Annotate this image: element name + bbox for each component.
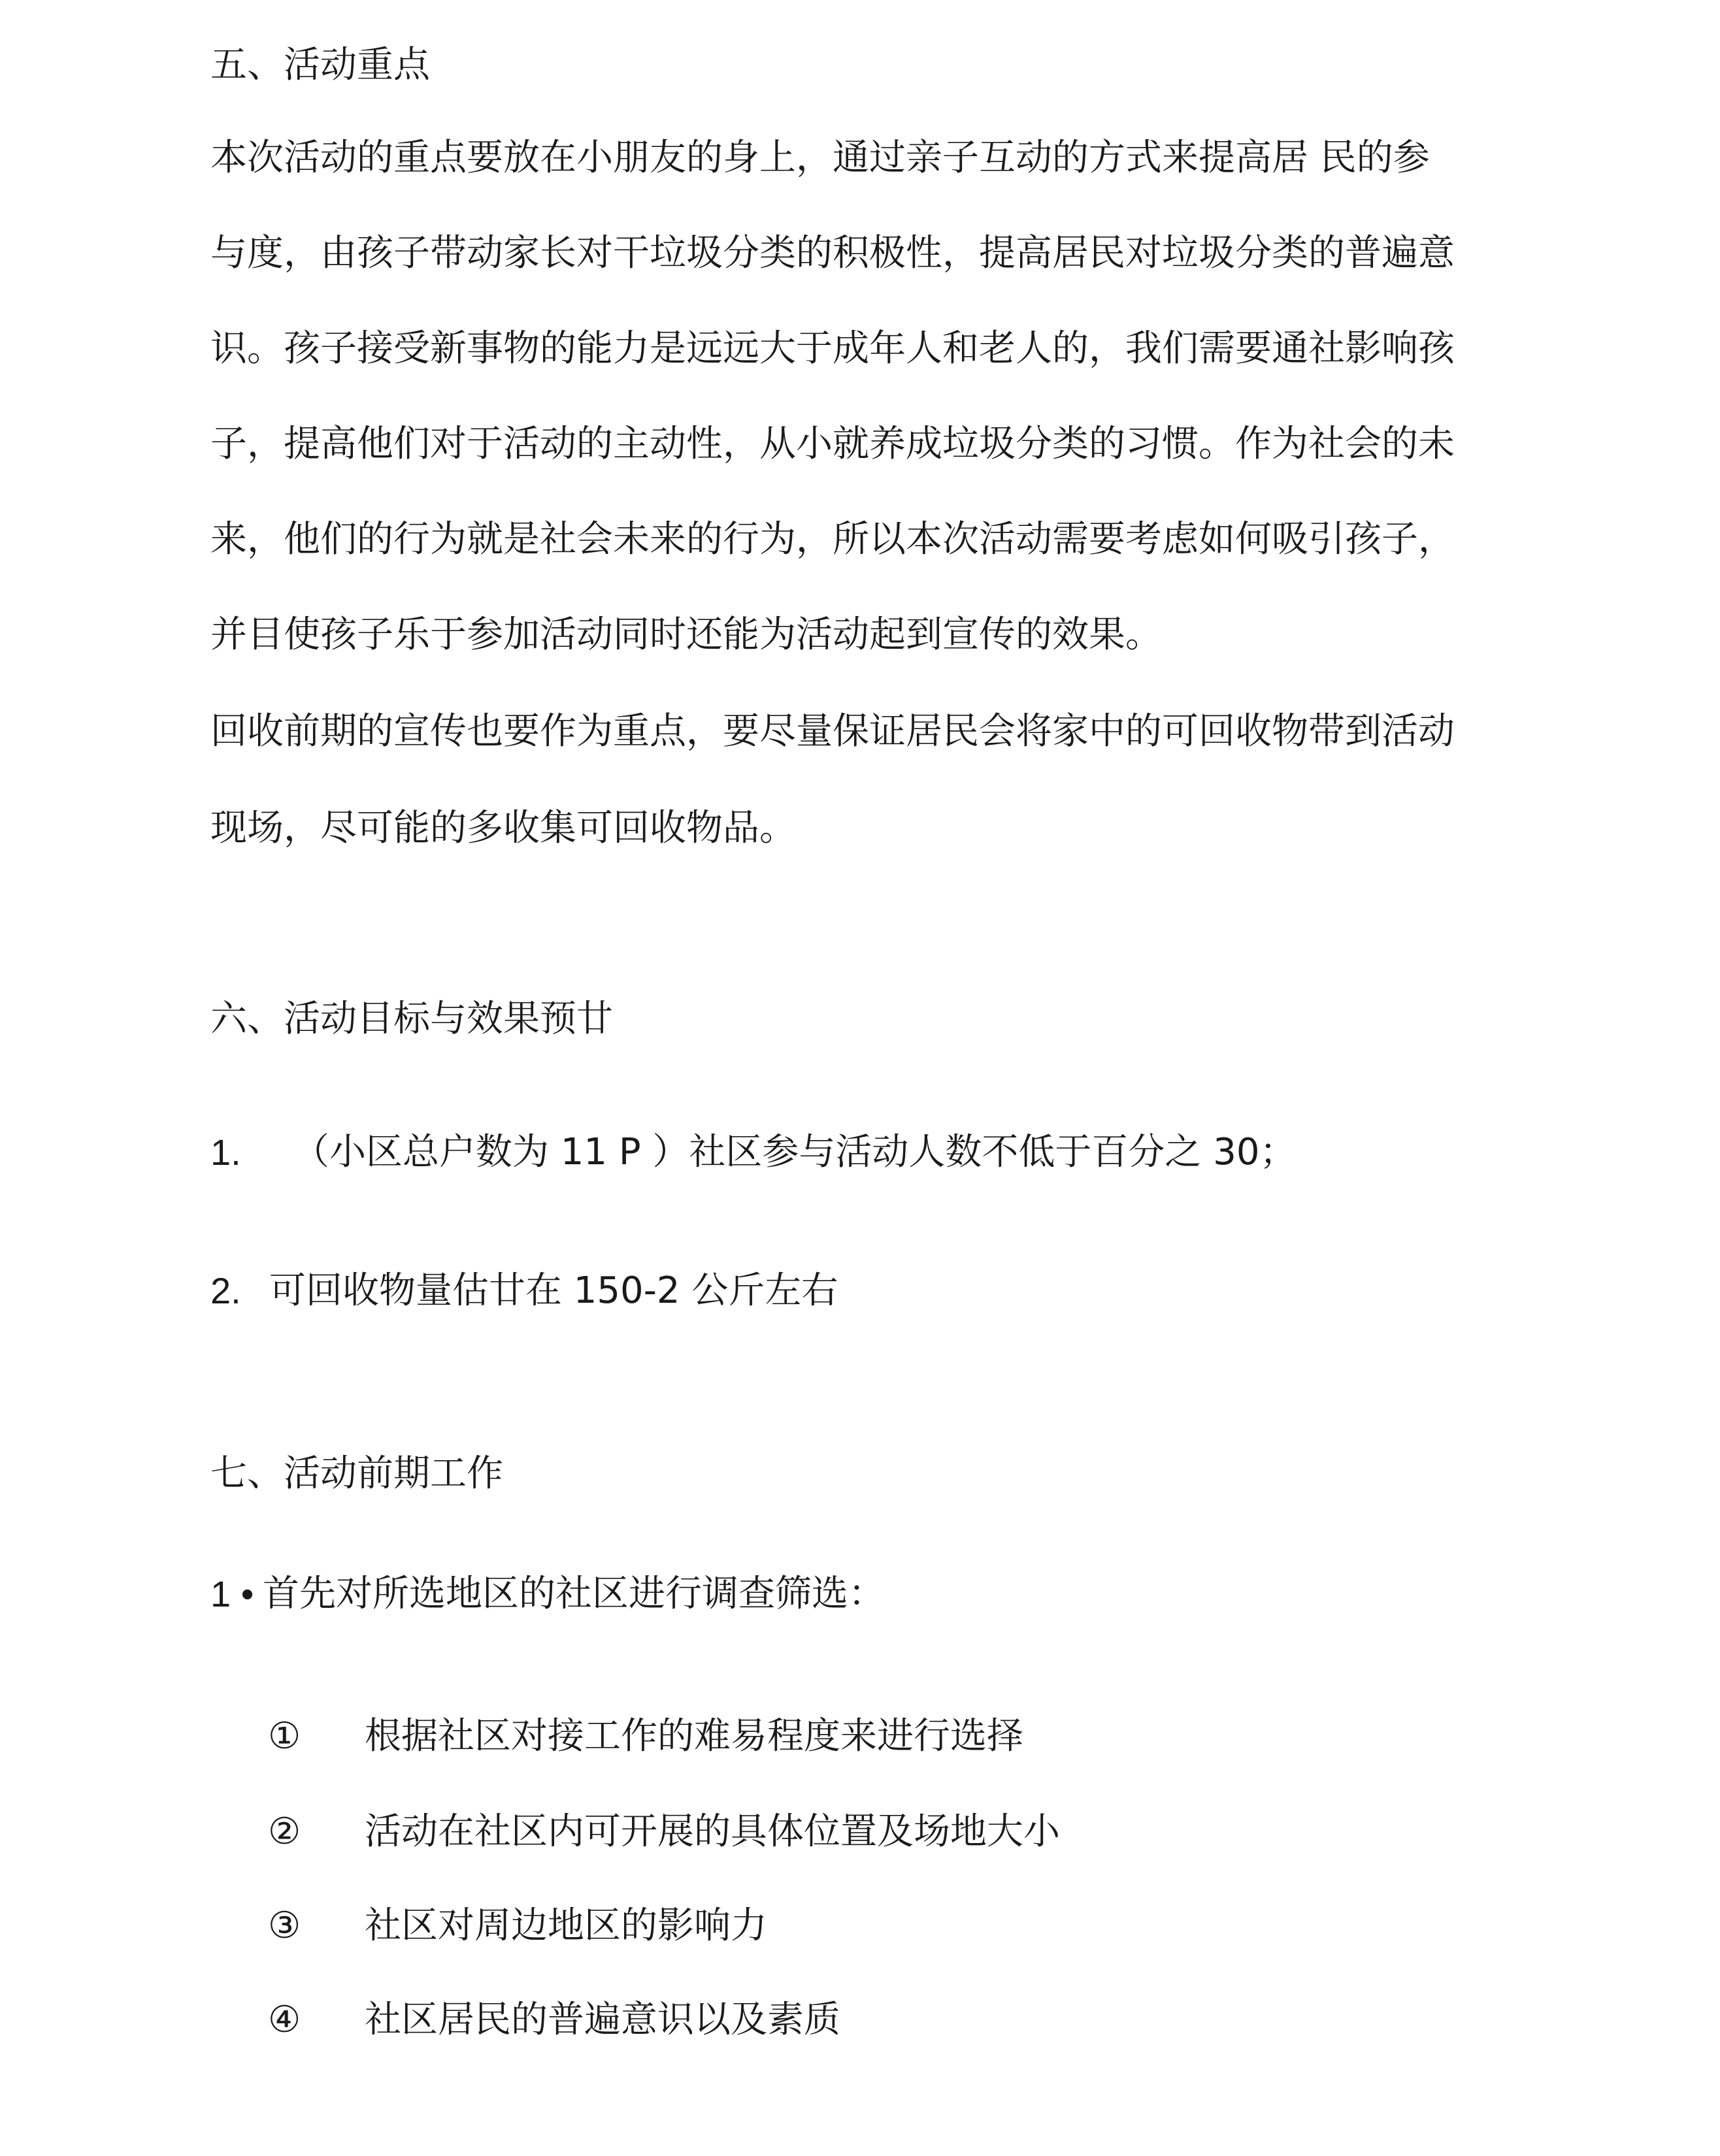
paragraph-line: 识。孩子接受新事物的能力是远远大于成年人和老人的，我们需要通社影响孩 [210,327,1455,370]
circled-marker: ③ [268,1904,301,1947]
list-item-number: 1. [210,1132,241,1173]
sub-list-item: 社区居民的普遍意识以及素质 [365,1999,840,2041]
section-heading-5: 五、活动重点 [210,44,430,86]
list-item-text: （小区总户数为 11 P ）社区参与活动人数不低于百分之 30； [293,1131,1297,1173]
list-item-number: 2. [210,1270,241,1311]
list-item-text: 可回收物量估廿在 150-2 公斤左右 [269,1269,838,1312]
section-heading-6: 六、活动目标与效果预廿 [210,998,613,1040]
circled-marker: ④ [268,1999,301,2041]
circled-marker: ② [268,1810,301,1853]
sub-list-item: 活动在社区内可开展的具体位置及场地大小 [365,1810,1060,1853]
sub-list-item: 根据社区对接工作的难易程度来进行选择 [365,1715,1023,1757]
paragraph-line: 与度，由孩子带动家长对干垃圾分类的积极性，提高居民对垃圾分类的普遍意 [210,232,1455,274]
paragraph-line: 本次活动的重点要放在小朋友的身上，通过亲子互动的方式来提高居 民的参 [210,137,1430,179]
section-heading-7: 七、活动前期工作 [210,1452,503,1495]
step-number: 1 • [210,1573,254,1614]
paragraph-line: 并目使孩子乐于参加活动同时还能为活动起到宣传的效果。 [210,613,1162,656]
sub-list-item: 社区对周边地区的影响力 [365,1904,767,1947]
paragraph-line: 回收前期的宣传也要作为重点，要尽量保证居民会将家中的可回收物带到活动 [210,710,1455,753]
paragraph-line: 子，提高他们对于活动的主动性，从小就养成垃圾分类的习惯。作为社会的未 [210,423,1455,465]
paragraph-line: 来，他们的行为就是社会未来的行为，所以本次活动需要考虑如何吸引孩子， [210,518,1455,561]
paragraph-line: 现场，尽可能的多收集可回收物品。 [210,807,796,849]
circled-marker: ① [268,1715,301,1757]
step-text: 首先对所选地区的社区进行调查筛选： [263,1573,885,1615]
